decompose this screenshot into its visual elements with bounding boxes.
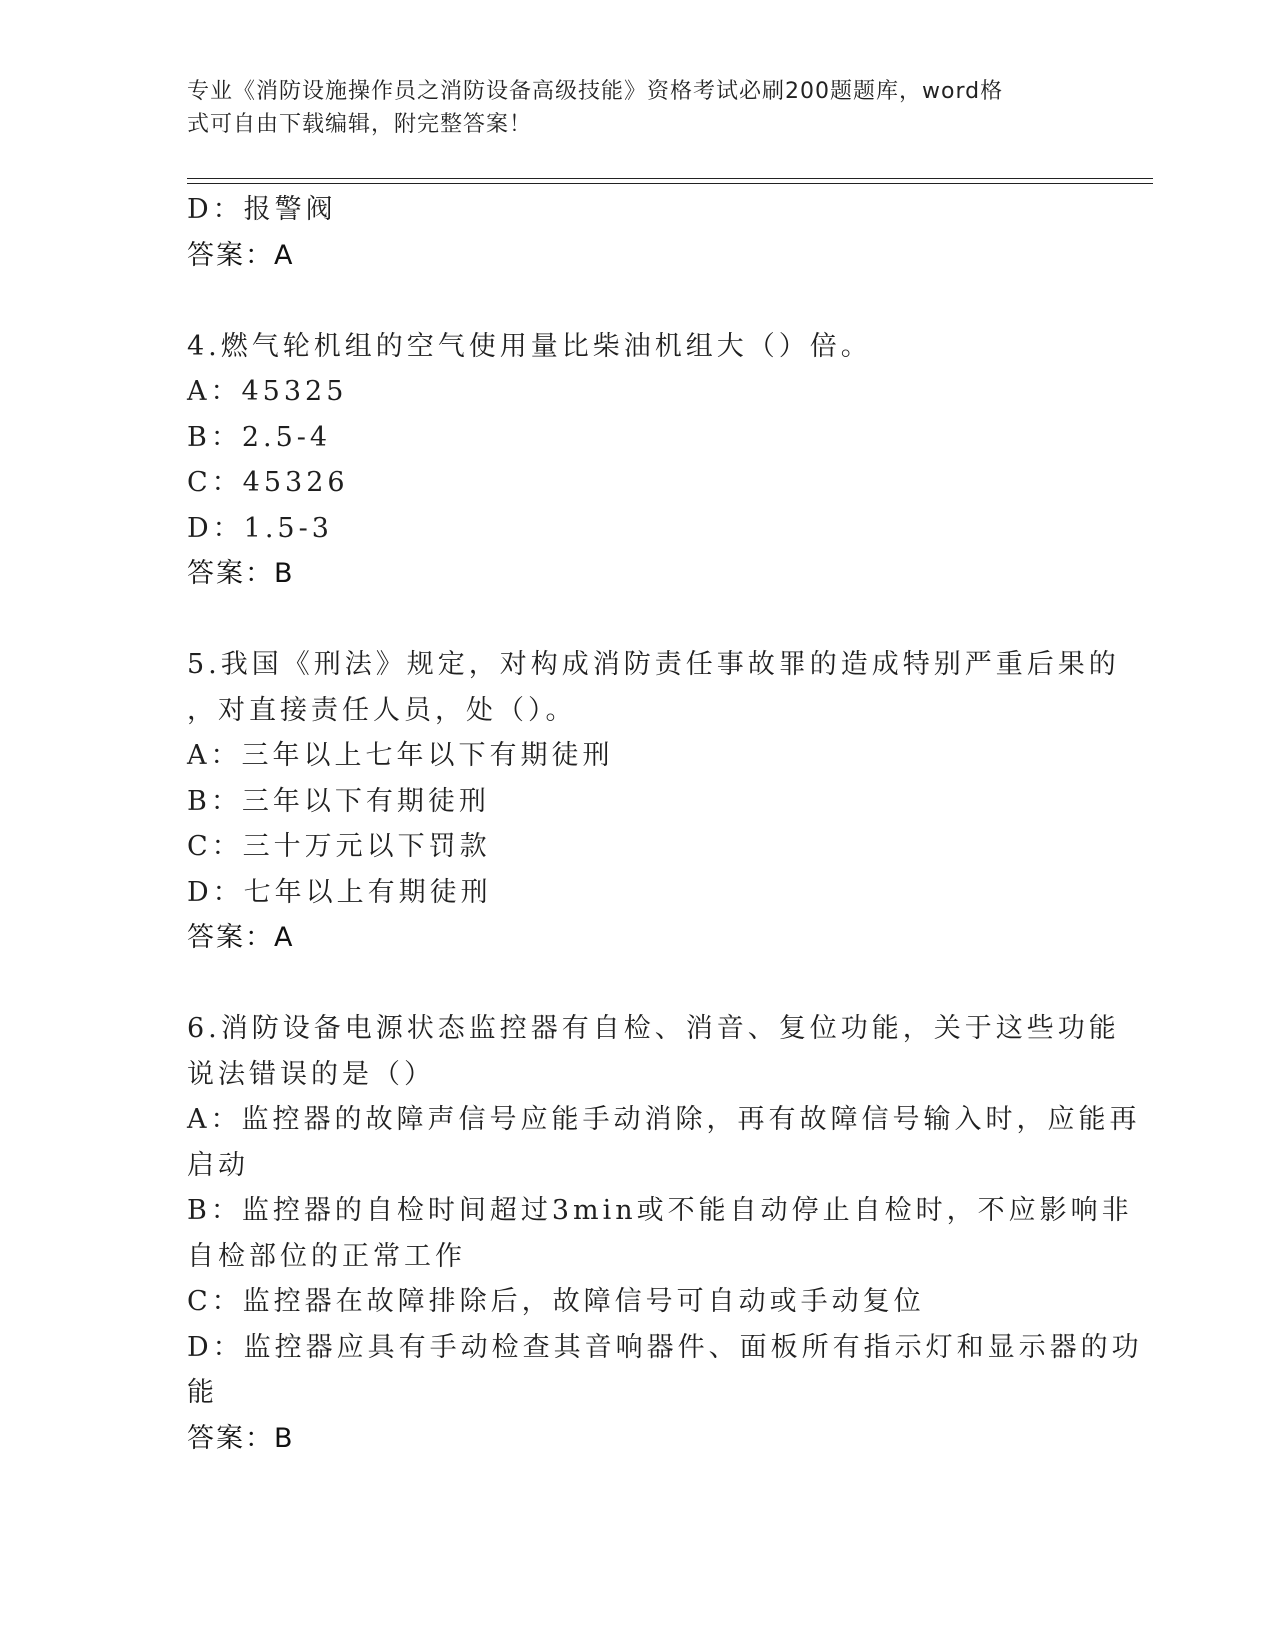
answer-line: 答案：B	[187, 1422, 295, 1454]
option-a-line-1: A：监控器的故障声信号应能手动消除，再有故障信号输入时，应能再	[187, 1104, 1141, 1135]
document-header	[187, 75, 1067, 141]
answer-line: 答案：A	[187, 922, 295, 953]
question-stem-line-1: 6.消防设备电源状态监控器有自检、消音、复位功能，关于这些功能	[187, 1013, 1120, 1044]
option-c: C：45326	[187, 467, 349, 498]
header-line-1: 专业《消防设施操作员之消防设备高级技能》资格考试必刷200题题库，word格	[187, 79, 1004, 104]
question-stem-line-2: ，对直接责任人员，处（）。	[187, 694, 577, 726]
question-4	[187, 324, 1087, 597]
option-b: B：三年以下有期徒刑	[187, 785, 490, 817]
spacer	[187, 597, 1087, 643]
header-rule-top	[187, 178, 1153, 179]
spacer	[187, 961, 1087, 1007]
header-line-2: 式可自由下载编辑，附完整答案！	[187, 112, 533, 137]
option-a-line-2: 启动	[187, 1149, 249, 1181]
option-a: A：三年以上七年以下有期徒刑	[187, 740, 614, 771]
header-rule-bottom	[187, 183, 1153, 184]
option-c: C：监控器在故障排除后，故障信号可自动或手动复位	[187, 1286, 925, 1317]
question-5	[187, 642, 1120, 961]
option-b-line-1: B：监控器的自检时间超过3min或不能自动停止自检时，不应影响非	[187, 1195, 1133, 1226]
option-d: D：报警阀	[187, 194, 337, 225]
option-d: D：七年以上有期徒刑	[187, 876, 492, 908]
previous-question-tail	[187, 187, 1087, 278]
question-content	[187, 187, 1143, 1461]
spacer	[187, 278, 1087, 324]
option-b: B：2.5-4	[187, 421, 332, 453]
answer-line: 答案：B	[187, 558, 295, 589]
question-stem-line-1: 5.我国《刑法》规定，对构成消防责任事故罪的造成特别严重后果的	[187, 649, 1120, 680]
option-d-line-1: D：监控器应具有手动检查其音响器件、面板所有指示灯和显示器的功	[187, 1331, 1143, 1363]
option-b-line-2: 自检部位的正常工作	[187, 1240, 466, 1272]
option-d-line-2: 能	[187, 1377, 218, 1408]
option-d: D：1.5-3	[187, 512, 333, 544]
question-6	[187, 1006, 1143, 1461]
answer-line: 答案：A	[187, 239, 295, 271]
question-stem-line-2: 说法错误的是（）	[187, 1058, 435, 1090]
question-stem: 4.燃气轮机组的空气使用量比柴油机组大（）倍。	[187, 330, 872, 362]
option-c: C：三十万元以下罚款	[187, 831, 491, 862]
option-a: A：45325	[187, 376, 348, 407]
